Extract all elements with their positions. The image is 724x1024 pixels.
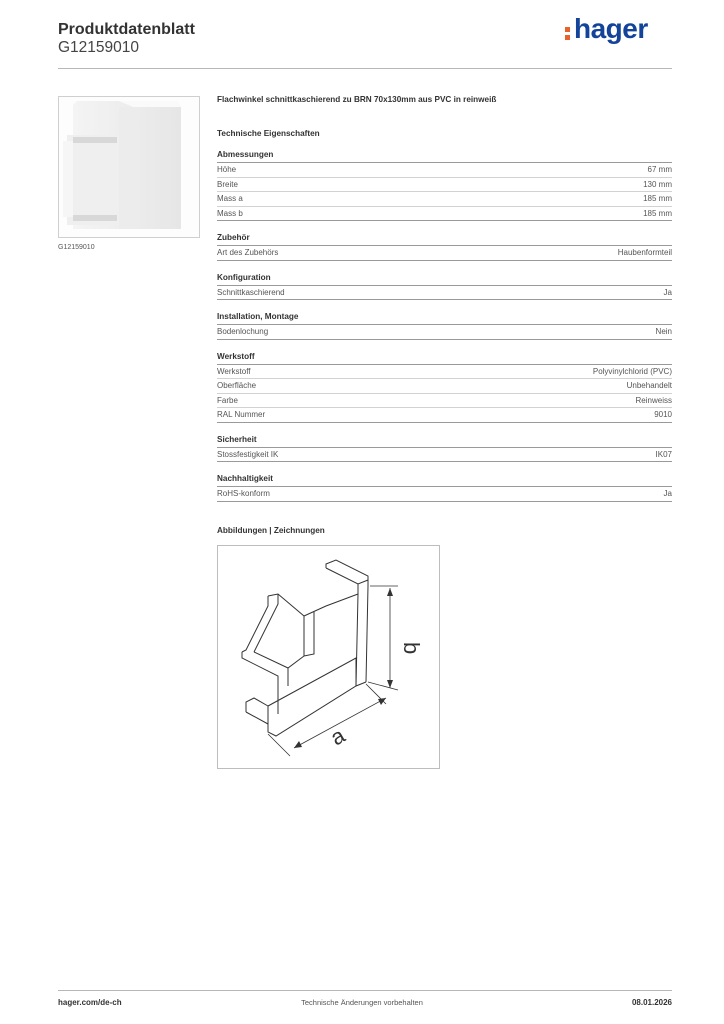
table-row — [217, 394, 672, 409]
row-value: Ja — [663, 489, 672, 498]
hager-logo[interactable]: hager — [574, 13, 648, 44]
table-row — [217, 448, 672, 463]
table-row — [217, 487, 672, 502]
technical-drawing — [217, 545, 440, 769]
section-title: Sicherheit — [217, 435, 672, 448]
row-label: Mass a — [217, 194, 243, 203]
table-row — [217, 178, 672, 193]
section-title: Werkstoff — [217, 352, 672, 365]
table-row — [217, 163, 672, 178]
table-row — [217, 408, 672, 423]
article-number: G12159010 — [58, 39, 140, 56]
tech-heading: Technische Eigenschaften — [217, 129, 320, 138]
section-installation — [217, 312, 672, 340]
product-image — [58, 96, 200, 238]
row-label: Mass b — [217, 208, 243, 218]
section-zubehoer — [217, 233, 672, 261]
row-value: Ja — [663, 287, 672, 297]
page-title: Produktdatenblatt — [58, 21, 195, 38]
dimension-label-a: a — [326, 722, 350, 751]
section-sicherheit — [217, 435, 672, 463]
row-label: Höhe — [217, 165, 237, 174]
row-value: Unbehandelt — [626, 381, 672, 390]
table-row — [217, 207, 672, 222]
row-label: Breite — [217, 179, 238, 189]
section-title: Konfiguration — [217, 273, 672, 286]
drawing-icon — [218, 546, 439, 768]
table-row — [217, 325, 672, 340]
row-label: Art des Zubehörs — [217, 248, 279, 257]
image-caption: G12159010 — [58, 244, 95, 251]
row-label: Bodenlochung — [217, 327, 269, 336]
section-konfiguration — [217, 273, 672, 301]
footer-notice: Technische Änderungen vorbehalten — [301, 998, 423, 1007]
row-value: 185 mm — [643, 194, 672, 203]
product-description: Flachwinkel schnittkaschierend zu BRN 70x130mm aus PVC in reinweiß — [217, 95, 497, 104]
row-label: RoHS-konform — [217, 489, 270, 498]
section-abmessungen — [217, 150, 672, 221]
table-row — [217, 365, 672, 380]
hager-logo-mark — [565, 23, 571, 43]
row-label: Oberfläche — [217, 381, 257, 390]
row-value: Nein — [655, 327, 672, 336]
row-value: Haubenformteil — [617, 248, 672, 257]
section-title: Zubehör — [217, 233, 672, 246]
row-value: 130 mm — [643, 179, 672, 189]
table-row — [217, 192, 672, 207]
row-value: Polyvinylchlorid (PVC) — [592, 366, 672, 376]
section-nachhaltigkeit — [217, 474, 672, 502]
table-row — [217, 246, 672, 261]
row-label: RAL Nummer — [217, 410, 266, 419]
product-photo-icon — [59, 97, 199, 237]
section-title: Abmessungen — [217, 150, 672, 163]
row-value: Reinweiss — [635, 395, 672, 405]
footer-divider — [58, 990, 672, 991]
section-title: Nachhaltigkeit — [217, 474, 672, 487]
footer-date: 08.01.2026 — [631, 998, 672, 1007]
header-divider — [58, 68, 672, 69]
row-label: Schnittkaschierend — [217, 287, 285, 297]
product-details — [217, 92, 672, 502]
row-value: 67 mm — [647, 165, 672, 174]
row-label: Werkstoff — [217, 366, 251, 376]
table-row — [217, 286, 672, 301]
footer-website-link[interactable]: hager.com/de-ch — [58, 998, 122, 1007]
row-value: 185 mm — [643, 208, 672, 218]
row-value: 9010 — [654, 410, 672, 419]
section-werkstoff — [217, 352, 672, 423]
table-row — [217, 379, 672, 394]
row-label: Farbe — [217, 395, 238, 405]
row-label: Stossfestigkeit IK — [217, 449, 279, 459]
figures-title: Abbildungen | Zeichnungen — [217, 526, 325, 535]
dimension-label-b: b — [399, 642, 424, 655]
row-value: IK07 — [655, 449, 672, 459]
section-title: Installation, Montage — [217, 312, 672, 325]
